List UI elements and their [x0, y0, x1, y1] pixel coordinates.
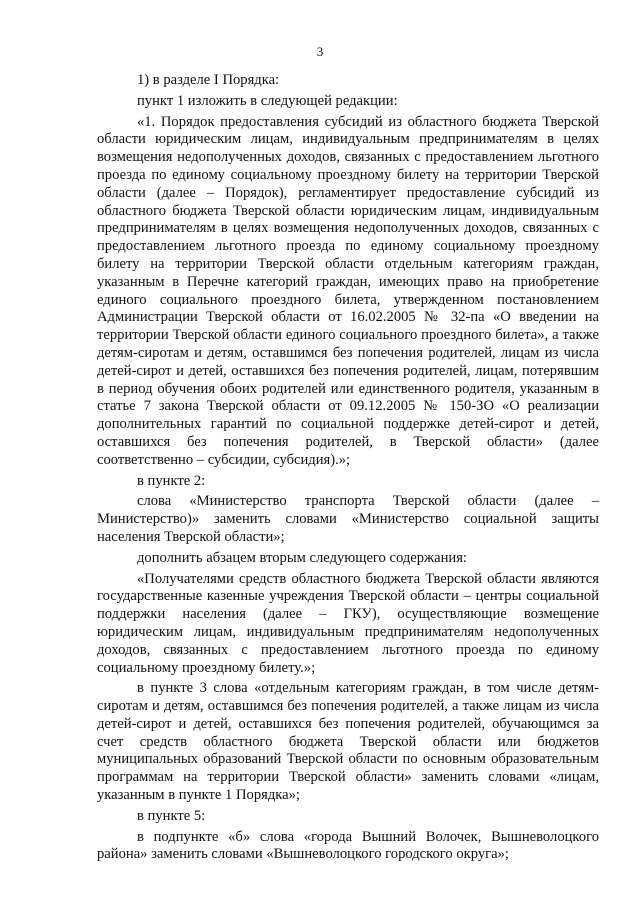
paragraph-item-1-intro: пункт 1 изложить в следующей редакции: [137, 92, 398, 109]
paragraph-item-5-subitem-b: в подпункте «б» слова «города Вышний Волочек, Вышневолоцкого района» заменить словами «Вышневолоцкого городского округа»; [97, 828, 599, 863]
paragraph-item-2-add: дополнить абзацем вторым следующего содержания: [137, 549, 467, 566]
paragraph-item-2-recipients: «Получателями средств областного бюджета Тверской области являются государственные казенные учреждения Тверской области – центры социальной поддержки населения (далее – ГКУ), осуществляющие возмещение юридическим лицам, индивидуальным предпринимателям недополученных доходов, связанных с предоставлением льготного проезда по единому социальному проездному билету.»; [97, 570, 599, 676]
page-number: 3 [316, 44, 324, 59]
paragraph-item-2-words: слова «Министерство транспорта Тверской области (далее – Министерство)» заменить словами «Министерство социальной защиты населения Тверской области»; [97, 493, 599, 545]
paragraph-item-5-intro: в пункте 5: [137, 807, 206, 824]
paragraph-item-3: в пункте 3 слова «отдельным категориям граждан, в том числе детям-сиротам и детям, оставшимся без попечения родителей, а также лицам из числа детей-сирот и детей, оставшихся без попечения родителей, обучающимся за счет средств областного бюджета Тверской области или бюджетов муниципальных образований Тверской области по основным образовательным программам на территории Тверской области» заменить словами «лицам, указанным в пункте 1 Порядка»; [97, 680, 599, 804]
paragraph-item-1-text: «1. Порядок предоставления субсидий из областного бюджета Тверской области юридическим лицам, индивидуальным предпринимателям в целях возмещения недополученных доходов, связанных с предоставлением льготного проезда по единому социальному проездному билету на территории Тверской области (далее – Порядок), регламентирует предоставление субсидий из областного бюджета Тверской области юридическим лицам, индивидуальным предпринимателям в целях возмещения недополученных доходов, связанных с предоставлением льготного проезда по единому социальному проездному билету на территории Тверской области отдельным категориям граждан, указанным в Перечне категорий граждан, имеющих право на приобретение единого социального проездного билета, утвержденном постановлением Администрации Тверской области от 16.02.2005 № 32-па «О введении на территории Тверской области единого социального проездного билета», а также детям-сиротам и детям, оставшимся без попечения родителей, лицам из числа детей-сирот и детей, оставшихся без попечения родителей, лицам, потерявшим в период обучения обоих родителей или единственного родителя, указанным в статье 7 закона Тверской области от 09.12.2005 № 150-ЗО «О реализации дополнительных гарантий по социальной поддержке детей-сирот и детей, оставшихся без попечения родителей, в Тверской области» (далее соответственно – субсидии, субсидия).»; [97, 113, 599, 468]
paragraph-item-2-intro: в пункте 2: [137, 472, 206, 489]
paragraph-section-intro: 1) в разделе I Порядка: [137, 72, 280, 88]
document-body [97, 72, 599, 864]
